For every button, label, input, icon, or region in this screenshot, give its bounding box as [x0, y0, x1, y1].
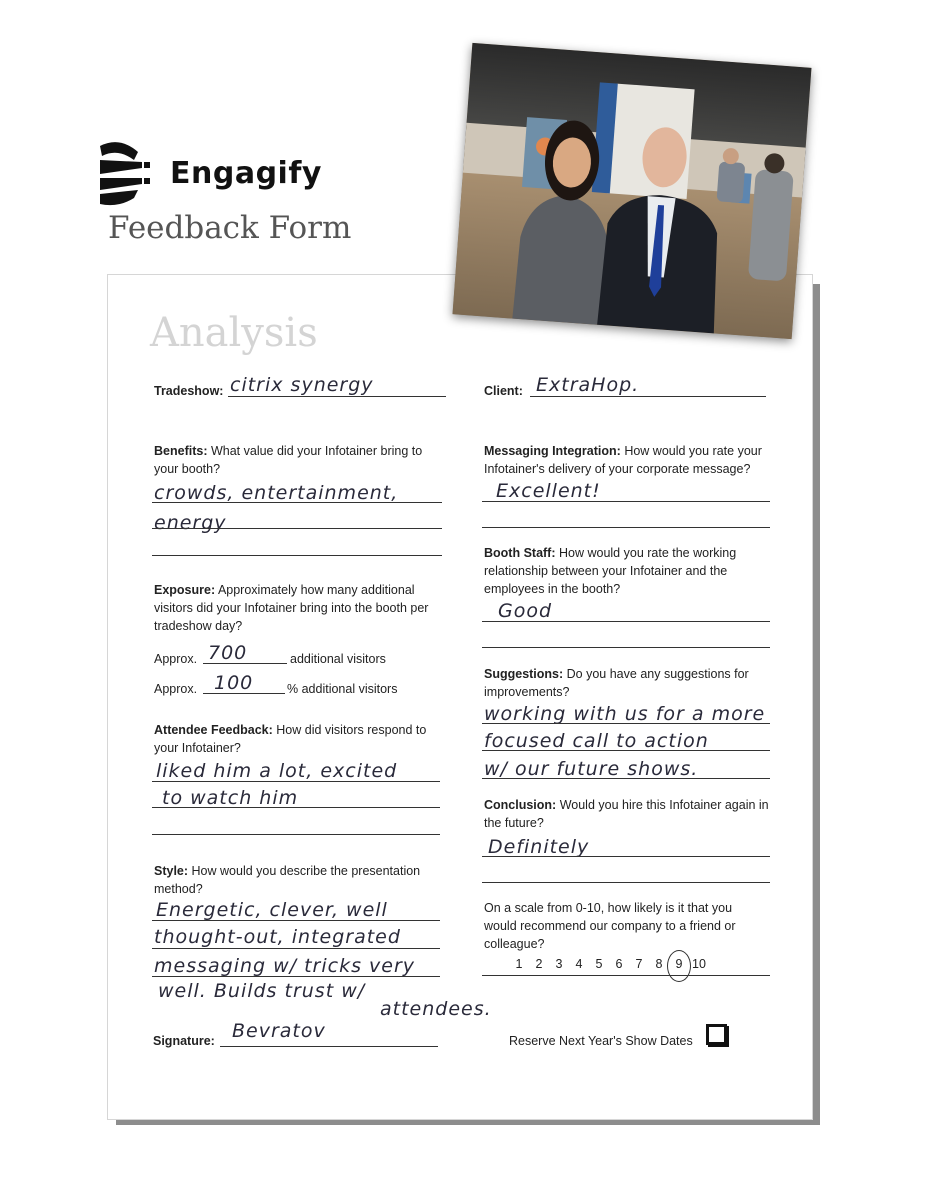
scale-option[interactable]: 10 [692, 957, 706, 971]
percent-suffix: % additional visitors [287, 682, 398, 696]
form-title: Feedback Form [108, 210, 352, 246]
booth-staff-answer-line: Good [498, 600, 553, 622]
scale-option[interactable]: 2 [535, 957, 543, 971]
benefits-question: Benefits: What value did your Infotainer bring to your booth? [154, 444, 423, 476]
scale-option[interactable]: 9 [675, 957, 683, 971]
attendee-feedback-question: Attendee Feedback: How did visitors respond to your Infotainer? [154, 723, 427, 755]
scale-option[interactable]: 1 [515, 957, 523, 971]
client-line [530, 396, 766, 397]
scale-option[interactable]: 4 [575, 957, 583, 971]
answer-line [152, 781, 440, 782]
benefits-answer-line: crowds, entertainment, [154, 482, 399, 504]
style-answer-line: well. Builds trust w/ [158, 980, 366, 1002]
answer-line [482, 501, 770, 502]
benefits-answer-line: energy [154, 512, 227, 534]
visitors-value: 700 [208, 642, 248, 664]
suggestions-answer-line: working with us for a more [484, 703, 766, 725]
suggestions-question: Suggestions: Do you have any suggestions for improvements? [484, 667, 749, 699]
signature-label: Signature: [153, 1034, 215, 1048]
answer-line [482, 778, 770, 779]
answer-line [152, 920, 440, 921]
answer-line [152, 807, 440, 808]
messaging-answer-line: Excellent! [496, 480, 601, 502]
brand-name: Engagify [170, 156, 322, 191]
signature-value: Bevratov [232, 1020, 326, 1042]
answer-line [152, 976, 440, 977]
visitors-suffix: additional visitors [290, 652, 386, 666]
answer-line [482, 647, 770, 648]
engagify-logo-icon [98, 138, 154, 210]
selected-rating-circle [667, 950, 691, 982]
answer-line [482, 723, 770, 724]
answer-line [482, 527, 770, 528]
reserve-checkbox[interactable] [706, 1024, 727, 1045]
answer-line [152, 834, 440, 835]
answer-line [152, 528, 442, 529]
style-answer-line: Energetic, clever, well [156, 899, 388, 921]
client-value: ExtraHop. [536, 374, 640, 396]
suggestions-answer-line: focused call to action [484, 730, 709, 752]
scale-option[interactable]: 3 [555, 957, 563, 971]
style-answer-line: attendees. [380, 998, 492, 1020]
event-photo [452, 43, 811, 339]
recommend-question: On a scale from 0-10, how likely is it that you would recommend our company to a friend or colleague? [484, 901, 736, 951]
tradeshow-line [228, 396, 446, 397]
answer-line [482, 621, 770, 622]
answer-line [152, 502, 442, 503]
conclusion-question: Conclusion: Would you hire this Infotainer again in the future? [484, 798, 769, 830]
attendee-answer-line: to watch him [162, 787, 299, 809]
scale-option[interactable]: 7 [635, 957, 643, 971]
approx-label: Approx. [154, 682, 198, 696]
conclusion-answer-line: Definitely [488, 836, 590, 858]
attendee-answer-line: liked him a lot, excited [156, 760, 398, 782]
tradeshow-value: citrix synergy [230, 374, 374, 396]
suggestions-answer-line: w/ our future shows. [484, 758, 699, 780]
answer-line [152, 948, 440, 949]
answer-line [482, 750, 770, 751]
scale-option[interactable]: 6 [615, 957, 623, 971]
exposure-question: Exposure: Approximately how many additional visitors did your Infotainer bring into the booth per tradeshow day? [154, 583, 429, 633]
style-question: Style: How would you describe the presentation method? [154, 864, 421, 896]
answer-line [482, 882, 770, 883]
messaging-question: Messaging Integration: How would you rate your Infotainer's delivery of your corporate message? [484, 444, 762, 476]
tradeshow-label: Tradeshow: [154, 384, 224, 398]
scale-option[interactable]: 5 [595, 957, 603, 971]
answer-line [152, 555, 442, 556]
booth-staff-question: Booth Staff: How would you rate the working relationship between your Infotainer and the employees in the booth? [484, 546, 737, 596]
section-title: Analysis [150, 310, 318, 356]
approx-label: Approx. [154, 652, 198, 666]
answer-line [482, 975, 770, 976]
percent-value: 100 [214, 672, 254, 694]
scale-option[interactable]: 8 [655, 957, 663, 971]
style-answer-line: thought-out, integrated [154, 926, 401, 948]
paper-shadow [812, 284, 820, 1124]
answer-line [482, 856, 770, 857]
client-label: Client: [484, 384, 523, 398]
signature-line [220, 1046, 438, 1047]
style-answer-line: messaging w/ tricks very [154, 955, 416, 977]
reserve-label: Reserve Next Year's Show Dates [509, 1034, 693, 1048]
event-photo-illustration [452, 43, 811, 339]
